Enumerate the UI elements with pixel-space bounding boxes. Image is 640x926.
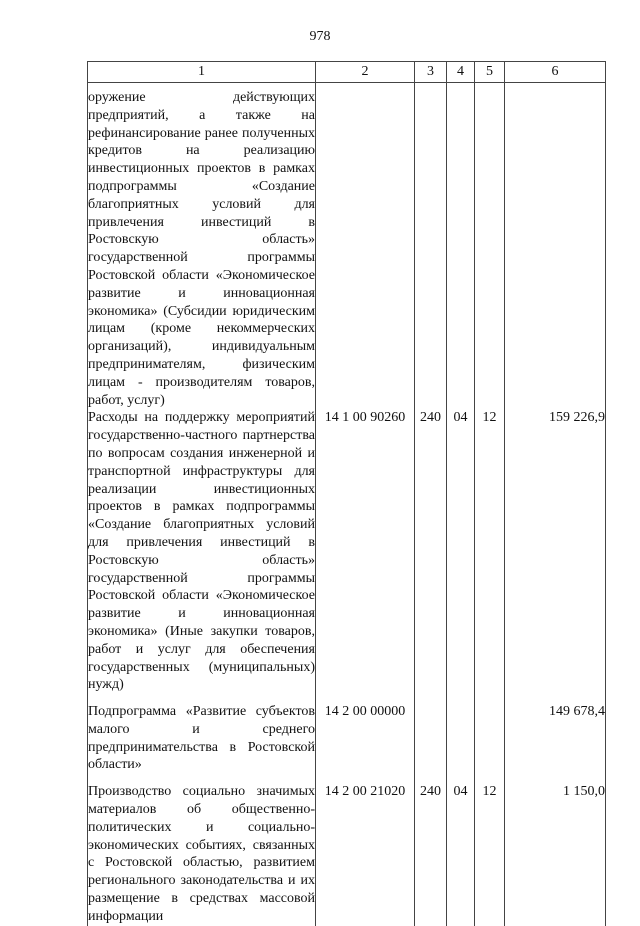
row-rz: 04 [447, 409, 475, 694]
row-description: Производство социально значимых материалов об общественно-политических и социально-экономических событиях, связанных с Ростовской областью, развитием регионального законодательства и их размещение в средствах массовой информации [88, 784, 315, 924]
row-description: Расходы на поддержку мероприятий государственно-частного партнерства по вопросам создания инженерной и транспортной инфраструктуры для реализации инвестиционных проектов в рамках подпрограммы «Создание благоприятных условий для привлечения инвестиций в Ростовскую область» государственной программы Ростовской области «Экономическое развитие и инновационная экономика» (Иные закупки товаров, работ и услуг для обеспечения государственных (муниципальных) нужд) [88, 410, 315, 693]
row-pr [475, 83, 505, 410]
table-row [88, 783, 606, 925]
header-col-2: 2 [316, 62, 415, 83]
row-code: 14 2 00 00000 [316, 703, 415, 774]
row-pr: 12 [475, 783, 505, 925]
page-number: 978 [309, 29, 331, 44]
row-vr: 240 [415, 409, 447, 694]
row-description: Подпрограмма «Развитие субъектов малого и среднего предпринимательства в Ростовской области» [88, 704, 315, 773]
table-row [88, 703, 606, 774]
row-pr [475, 703, 505, 774]
header-col-1: 1 [88, 62, 316, 83]
header-col-3: 3 [415, 62, 447, 83]
row-vr [415, 703, 447, 774]
header-col-6: 6 [505, 62, 606, 83]
row-spacer [88, 774, 606, 783]
row-rz: 04 [447, 783, 475, 925]
header-col-4: 4 [447, 62, 475, 83]
row-amount: 149 678,4 [505, 703, 606, 774]
table-row [88, 409, 606, 694]
row-pr: 12 [475, 409, 505, 694]
row-code [316, 83, 415, 410]
row-vr: 240 [415, 783, 447, 925]
table-row [88, 83, 606, 410]
budget-table [87, 61, 606, 926]
header-row [88, 62, 606, 83]
row-rz [447, 83, 475, 410]
row-code: 14 2 00 21020 [316, 783, 415, 925]
header-col-5: 5 [475, 62, 505, 83]
row-description: оружение действующих предприятий, а также на рефинансирование ранее полученных кредитов на реализацию инвестиционных проектов в рамках подпрограммы «Создание благоприятных условий для привлечения инвестиций в Ростовскую область» государственной программы Ростовской области «Экономическое развитие и инновационная экономика» (Субсидии юридическим лицам (кроме некоммерческих организаций), индивидуальным предпринимателям, физическим лицам - производителям товаров, работ, услуг) [88, 83, 316, 410]
row-amount: 1 150,0 [505, 783, 606, 925]
row-spacer [88, 694, 606, 703]
row-amount [505, 83, 606, 410]
row-code: 14 1 00 90260 [316, 409, 415, 694]
row-amount: 159 226,9 [505, 409, 606, 694]
row-vr [415, 83, 447, 410]
row-rz [447, 703, 475, 774]
